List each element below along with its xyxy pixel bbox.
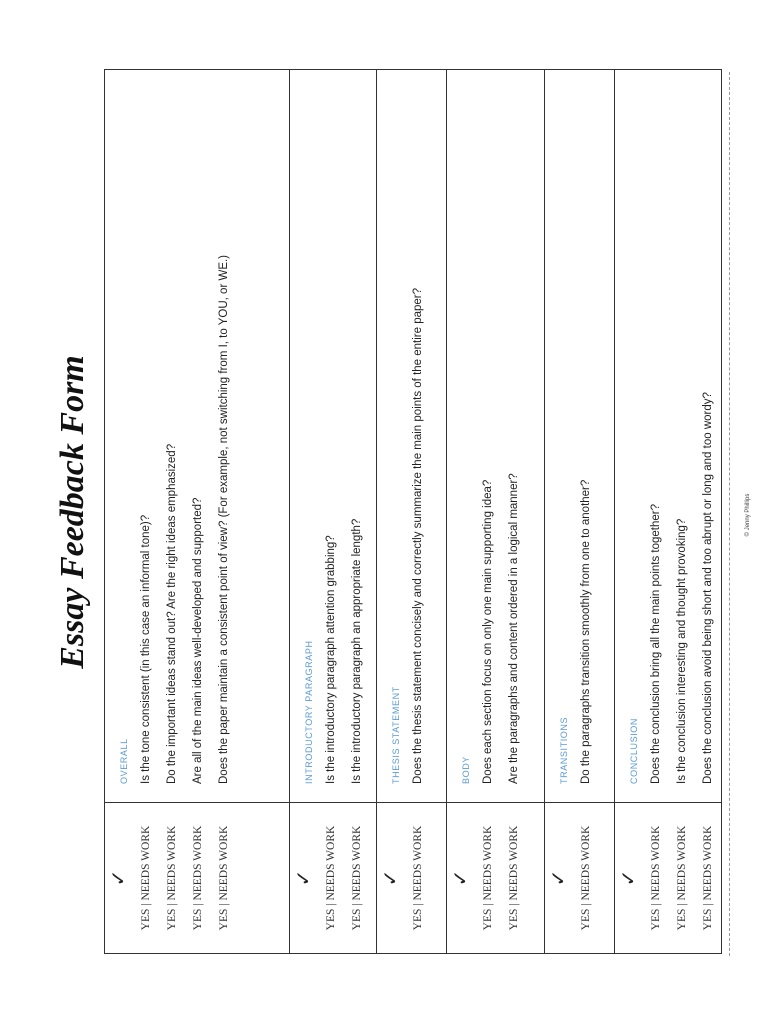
section-label: INTRODUCTORY PARAGRAPH xyxy=(304,640,314,784)
yes-needs-work-option[interactable]: YES | NEEDS WORK xyxy=(218,825,230,931)
question-text: Does each section focus on only one main supporting idea? xyxy=(482,479,494,784)
check-mark-icon: ✓ xyxy=(450,869,472,887)
feedback-table-wrapper xyxy=(104,69,714,954)
questions-cell xyxy=(377,70,447,803)
question-text: Does the thesis statement concisely and correctly summarize the main points of the entire paper? xyxy=(412,287,424,784)
check-mark-icon: ✓ xyxy=(108,869,130,887)
yes-needs-work-option[interactable]: YES | NEEDS WORK xyxy=(140,825,152,931)
yes-needs-work-option[interactable]: YES | NEEDS WORK xyxy=(508,825,520,931)
marks-cell xyxy=(290,803,377,954)
yes-needs-work-option[interactable]: YES | NEEDS WORK xyxy=(192,825,204,931)
section-introductory-paragraph xyxy=(290,70,377,954)
question-text: Do the paragraphs transition smoothly from one to another? xyxy=(580,479,592,784)
question-text: Is the tone consistent (in this case an informal tone)? xyxy=(140,514,152,784)
feedback-table xyxy=(104,69,722,954)
question-text: Is the introductory paragraph attention grabbing? xyxy=(325,535,337,784)
section-label: THESIS STATEMENT xyxy=(391,686,401,784)
questions-cell xyxy=(105,70,290,803)
question-text: Does the conclusion avoid being short and too abrupt or long and too wordy? xyxy=(702,392,714,784)
section-transitions xyxy=(545,70,615,954)
questions-cell xyxy=(545,70,615,803)
cut-line xyxy=(729,72,730,956)
check-mark-icon: ✓ xyxy=(380,869,402,887)
marks-cell xyxy=(447,803,545,954)
yes-needs-work-option[interactable]: YES | NEEDS WORK xyxy=(676,825,688,931)
marks-cell xyxy=(615,803,722,954)
check-mark-icon: ✓ xyxy=(293,869,315,887)
question-text: Do the important ideas stand out? Are the right ideas emphasized? xyxy=(166,443,178,784)
question-text: Is the conclusion interesting and thought provoking? xyxy=(676,518,688,784)
section-label: OVERALL xyxy=(119,738,129,784)
yes-needs-work-option[interactable]: YES | NEEDS WORK xyxy=(325,825,337,931)
marks-cell xyxy=(105,803,290,954)
page-title: Essay Feedback Form xyxy=(54,355,91,669)
questions-cell xyxy=(290,70,377,803)
marks-cell xyxy=(545,803,615,954)
check-mark-icon: ✓ xyxy=(618,869,640,887)
question-text: Are all of the main ideas well-developed and supported? xyxy=(192,497,204,784)
section-body xyxy=(447,70,545,954)
section-overall xyxy=(105,70,290,954)
section-label: BODY xyxy=(461,756,471,784)
section-conclusion xyxy=(615,70,722,954)
section-label: CONCLUSION xyxy=(629,717,639,784)
question-text: Does the paper maintain a consistent point of view? (For example, not switching from I, to YOU, or WE.) xyxy=(218,254,230,784)
yes-needs-work-option[interactable]: YES | NEEDS WORK xyxy=(482,825,494,931)
yes-needs-work-option[interactable]: YES | NEEDS WORK xyxy=(580,825,592,931)
questions-cell xyxy=(447,70,545,803)
yes-needs-work-option[interactable]: YES | NEEDS WORK xyxy=(702,825,714,931)
question-text: Are the paragraphs and content ordered in a logical manner? xyxy=(508,473,520,784)
yes-needs-work-option[interactable]: YES | NEEDS WORK xyxy=(351,825,363,931)
section-label: TRANSITIONS xyxy=(559,716,569,784)
yes-needs-work-option[interactable]: YES | NEEDS WORK xyxy=(650,825,662,931)
questions-cell xyxy=(615,70,722,803)
check-mark-icon: ✓ xyxy=(548,869,570,887)
yes-needs-work-option[interactable]: YES | NEEDS WORK xyxy=(412,825,424,931)
section-thesis-statement xyxy=(377,70,447,954)
marks-cell xyxy=(377,803,447,954)
question-text: Is the introductory paragraph an appropriate length? xyxy=(351,518,363,784)
yes-needs-work-option[interactable]: YES | NEEDS WORK xyxy=(166,825,178,931)
copyright-credit: © Jenny Phillips xyxy=(745,493,751,537)
question-text: Does the conclusion bring all the main points together? xyxy=(650,503,662,784)
